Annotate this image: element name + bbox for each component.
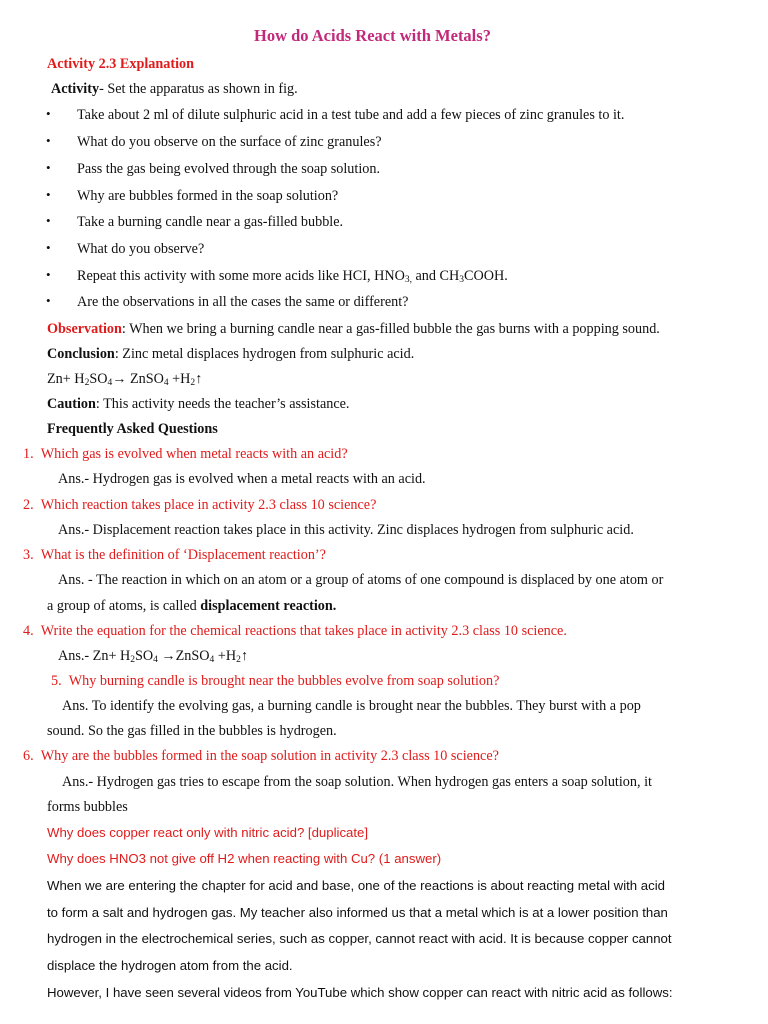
list-item: Take about 2 ml of dilute sulphuric acid in a test tube and add a few pieces of zinc granules to it.: [77, 107, 625, 123]
caution-label: Caution: [47, 396, 96, 412]
related-question: Why does copper react only with nitric acid? [duplicate]: [47, 825, 369, 840]
body-paragraph-line: However, I have seen several videos from YouTube which show copper can react with nitric acid as follows:: [47, 985, 673, 1000]
text-segment: →ZnSO: [157, 648, 210, 664]
faq-question: [23, 445, 348, 463]
question-text: Why burning candle is brought near the bubbles evolve from soap solution?: [68, 673, 500, 689]
faq-question: [23, 496, 376, 514]
question-number: 4.: [23, 623, 34, 639]
list-item: What do you observe?: [77, 241, 205, 257]
related-question: Why does HNO3 not give off H2 when reacting with Cu? (1 answer): [47, 851, 442, 866]
question-number: 5.: [51, 673, 62, 689]
text-segment: Repeat this activity with some more acids like HCI, HNO: [77, 268, 405, 284]
question-number: 2.: [23, 497, 34, 513]
text-segment: and CH: [411, 268, 460, 284]
text-segment: +H: [214, 648, 237, 664]
text-segment: ↑: [195, 371, 203, 387]
subscript: 3,: [404, 275, 412, 285]
chemical-equation: [47, 370, 202, 388]
text-segment: → ZnSO: [112, 371, 164, 387]
faq-answer: Ans.- Hydrogen gas tries to escape from the soap solution. When hydrogen gas enters a soap solution, it: [62, 774, 652, 790]
activity-text: - Set the apparatus as shown in fig.: [99, 81, 298, 97]
faq-answer-continued: forms bubbles: [47, 799, 128, 815]
page-title: How do Acids React with Metals?: [254, 26, 491, 45]
faq-answer-continued: [47, 597, 336, 615]
body-paragraph-line: When we are entering the chapter for acid and base, one of the reactions is about reacting metal with acid: [47, 878, 665, 893]
subscript: 2: [236, 655, 241, 665]
faq-question: [23, 546, 326, 564]
bullet-marker: •: [46, 293, 51, 308]
bullet-marker: •: [46, 106, 51, 121]
question-number: 1.: [23, 446, 34, 462]
subscript: 4: [107, 378, 113, 388]
text-segment: COOH.: [464, 268, 508, 284]
bullet-marker: •: [46, 187, 51, 202]
faq-question: [51, 672, 499, 690]
observation-line: [47, 320, 660, 338]
list-item: [77, 267, 508, 285]
subscript: 2: [190, 378, 196, 388]
body-paragraph-line: to form a salt and hydrogen gas. My teacher also informed us that a metal which is at a lower position than: [47, 905, 668, 920]
question-text: Write the equation for the chemical reactions that takes place in activity 2.3 class 10 science.: [40, 623, 567, 639]
list-item: Are the observations in all the cases the same or different?: [77, 294, 409, 310]
faq-answer: Ans. - The reaction in which on an atom or a group of atoms of one compound is displaced by one atom or: [58, 572, 664, 588]
faq-answer: Ans. To identify the evolving gas, a burning candle is brought near the bubbles. They burst with a pop: [62, 698, 641, 714]
text-segment: SO: [134, 648, 154, 664]
bullet-marker: •: [46, 267, 51, 282]
conclusion-label: Conclusion: [47, 346, 115, 362]
question-text: Which gas is evolved when metal reacts with an acid?: [40, 446, 348, 462]
list-item: Why are bubbles formed in the soap solution?: [77, 188, 339, 204]
text-segment: Ans.- Zn+ H: [58, 648, 131, 664]
subscript: 2: [84, 378, 90, 388]
subscript: 4: [153, 655, 158, 665]
bullet-marker: •: [46, 160, 51, 175]
question-text: Why are the bubbles formed in the soap solution in activity 2.3 class 10 science?: [40, 748, 499, 764]
observation-text: : When we bring a burning candle near a gas-filled bubble the gas burns with a popping sound.: [121, 321, 660, 337]
text-segment: SO: [89, 371, 108, 387]
section-heading: Activity 2.3 Explanation: [47, 56, 195, 72]
faq-answer: Ans.- Hydrogen gas is evolved when a metal reacts with an acid.: [58, 471, 426, 487]
text-segment: +H: [168, 371, 191, 387]
faq-heading: Frequently Asked Questions: [47, 421, 218, 437]
bullet-marker: •: [46, 240, 51, 255]
question-text: Which reaction takes place in activity 2.3 class 10 science?: [40, 497, 377, 513]
faq-question: [23, 747, 499, 765]
question-number: 3.: [23, 547, 34, 563]
faq-answer-equation: [58, 647, 248, 665]
caution-line: [47, 395, 349, 413]
subscript: 3: [459, 275, 464, 285]
list-item: Pass the gas being evolved through the soap solution.: [77, 161, 381, 177]
body-paragraph-line: hydrogen in the electrochemical series, such as copper, cannot react with acid. It is because copper cannot: [47, 931, 672, 946]
text-segment: ↑: [240, 648, 248, 664]
subscript: 4: [209, 655, 215, 665]
conclusion-text: : Zinc metal displaces hydrogen from sulphuric acid.: [114, 346, 415, 362]
list-item: What do you observe on the surface of zinc granules?: [77, 134, 382, 150]
bullet-marker: •: [46, 133, 51, 148]
subscript: 4: [163, 378, 169, 388]
bullet-marker: •: [46, 213, 51, 228]
activity-line: [51, 80, 298, 98]
faq-answer: Ans.- Displacement reaction takes place in this activity. Zinc displaces hydrogen from sulphuric acid.: [58, 522, 634, 538]
text-segment: Zn+ H: [47, 371, 85, 387]
list-item: Take a burning candle near a gas-filled bubble.: [77, 214, 344, 230]
subscript: 2: [130, 655, 135, 665]
observation-label: Observation: [47, 321, 122, 337]
conclusion-line: [47, 345, 414, 363]
caution-text: : This activity needs the teacher’s assistance.: [95, 396, 350, 412]
text-segment: a group of atoms, is called: [47, 598, 201, 614]
question-number: 6.: [23, 748, 34, 764]
question-text: What is the definition of ‘Displacement reaction’?: [40, 547, 326, 563]
faq-answer-continued: sound. So the gas filled in the bubbles is hydrogen.: [47, 723, 337, 739]
term-bold: displacement reaction.: [200, 598, 337, 614]
faq-question: [23, 622, 567, 640]
body-paragraph-line: displace the hydrogen atom from the acid.: [47, 958, 293, 973]
activity-label: Activity: [51, 81, 100, 97]
